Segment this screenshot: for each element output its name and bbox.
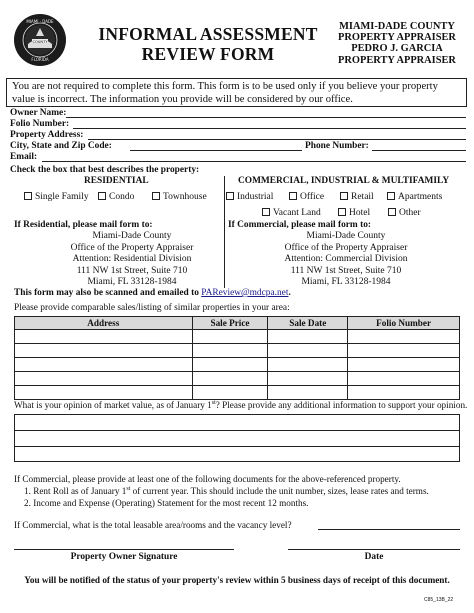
checkbox-industrial[interactable] [226, 192, 273, 202]
address-line: Miami-Dade County [92, 231, 172, 241]
comparables-prompt: Please provide comparable sales/listing of similar properties in your area: [14, 303, 290, 313]
opinion-box-line [15, 446, 459, 447]
commercial-docs-item1 [24, 486, 429, 496]
table-cell[interactable] [15, 344, 193, 358]
table-cell[interactable] [15, 358, 193, 372]
checkbox-single-family[interactable] [24, 192, 89, 202]
address-line: 111 NW 1st Street, Suite 710 [76, 265, 188, 276]
checkbox-box[interactable] [340, 192, 348, 200]
email-label: Email: [10, 152, 38, 162]
table-cell[interactable] [268, 344, 348, 358]
phone-number-field[interactable] [372, 150, 466, 151]
address-line: Office of the Property Appraiser [70, 242, 194, 253]
city-state-zip-label: City, State and Zip Code: [10, 141, 112, 151]
owner-name-field[interactable] [66, 117, 466, 118]
form-title-line1: INFORMAL ASSESSMENT [98, 24, 318, 44]
agency-line3: PEDRO J. GARCIA [351, 43, 443, 55]
address-line: Miami, FL 33128-1984 [301, 277, 391, 287]
city-state-zip-field[interactable] [130, 150, 302, 151]
table-cell[interactable] [192, 344, 268, 358]
table-cell[interactable] [15, 330, 193, 344]
leasable-area-label: If Commercial, what is the total leasable area/rooms and the vacancy level? [14, 520, 292, 530]
agency-line1: MIAMI-DADE COUNTY [339, 21, 455, 32]
table-cell[interactable] [268, 358, 348, 372]
checkbox-hotel[interactable] [338, 208, 370, 218]
address-line: Attention: Commercial Division [284, 254, 408, 264]
table-row [15, 358, 460, 372]
property-address-label: Property Address: [10, 130, 84, 140]
option-label: Single Family [35, 192, 89, 202]
option-label: Hotel [349, 208, 371, 218]
folio-number-label: Folio Number: [10, 119, 70, 129]
checkbox-townhouse[interactable] [152, 192, 207, 202]
checkbox-box[interactable] [387, 192, 395, 200]
checkbox-box[interactable] [152, 192, 160, 200]
table-cell[interactable] [192, 386, 268, 400]
checkbox-other[interactable] [388, 208, 421, 218]
option-label: Apartments [398, 192, 443, 202]
address-line: 111 NW 1st Street, Suite 710 [290, 265, 402, 276]
svg-text:MIAMI · DADE: MIAMI · DADE [26, 19, 54, 24]
review-email-link[interactable]: PAReview@mdcpa.net [201, 288, 289, 298]
form-title-line2: REVIEW FORM [141, 44, 275, 64]
table-cell[interactable] [192, 330, 268, 344]
checkbox-apartments[interactable] [387, 192, 442, 202]
table-cell[interactable] [15, 372, 193, 386]
opinion-text-before: What is your opinion of market value, as of January 1 [14, 400, 212, 411]
checkbox-vacant-land[interactable] [262, 208, 321, 218]
agency-line4: PROPERTY APPRAISER [338, 54, 456, 66]
notification-text: You will be notified of the status of your property's review within 5 business days of receipt of this document. [24, 575, 450, 585]
table-cell[interactable] [268, 330, 348, 344]
date-field[interactable] [288, 549, 460, 550]
email-note [14, 288, 291, 298]
address-line: Miami-Dade County [306, 231, 386, 241]
address-line: Attention: Residential Division [72, 254, 192, 264]
table-cell[interactable] [348, 330, 460, 344]
table-cell[interactable] [192, 358, 268, 372]
owner-signature-field[interactable] [14, 549, 234, 550]
folio-number-field[interactable] [73, 128, 466, 129]
commercial-heading: COMMERCIAL, INDUSTRIAL & MULTIFAMILY [238, 176, 450, 186]
table-cell[interactable] [348, 372, 460, 386]
option-label: Industrial [237, 192, 274, 202]
owner-name-label: Owner Name: [10, 108, 67, 118]
opinion-prompt [14, 400, 467, 410]
section-divider [224, 176, 225, 288]
residential-mail-address [42, 231, 222, 289]
item1-text-before: 1. Rent Roll as of January 1 [24, 486, 127, 497]
property-address-field[interactable] [88, 139, 466, 140]
email-field[interactable] [42, 161, 466, 162]
county-seal-logo [14, 14, 66, 66]
email-note-suffix: . [288, 288, 291, 298]
option-label: Other [399, 208, 421, 218]
address-line: Miami, FL 33128-1984 [87, 277, 177, 287]
commercial-docs-intro: If Commercial, please provide at least one of the following documents for the above-referenced property. [14, 474, 401, 484]
comparables-table [14, 316, 460, 400]
table-cell[interactable] [15, 386, 193, 400]
table-row [15, 344, 460, 358]
option-label: Townhouse [163, 192, 207, 202]
phone-number-label: Phone Number: [305, 141, 369, 151]
column-header-folio-number: Folio Number [348, 317, 460, 330]
address-line: Office of the Property Appraiser [284, 242, 408, 253]
checkbox-office[interactable] [289, 192, 324, 202]
checkbox-box[interactable] [98, 192, 106, 200]
checkbox-box[interactable] [24, 192, 32, 200]
option-label: Retail [351, 192, 374, 202]
opinion-box-line [15, 430, 459, 431]
form-code: C85_13B_22 [424, 597, 454, 603]
checkbox-box[interactable] [226, 192, 234, 200]
table-cell[interactable] [192, 372, 268, 386]
option-label: Office [300, 192, 325, 202]
form-title [90, 24, 326, 64]
table-cell[interactable] [348, 344, 460, 358]
notice-box: You are not required to complete this form. This form is to be used only if you believe your property value is incorrect. The information you provide will be considered by our office. [6, 78, 467, 107]
opinion-box[interactable] [14, 414, 460, 462]
option-label: Vacant Land [273, 208, 321, 218]
agency-line2: PROPERTY APPRAISER [338, 32, 456, 44]
table-cell[interactable] [348, 386, 460, 400]
commercial-docs-item2: 2. Income and Expense (Operating) Statement for the most recent 12 months. [24, 498, 309, 508]
date-label: Date [364, 552, 384, 562]
checkbox-retail[interactable] [340, 192, 374, 202]
checkbox-box[interactable] [388, 208, 396, 216]
table-row [15, 372, 460, 386]
item1-superscript: st [126, 486, 131, 492]
commercial-mail-address [256, 231, 436, 289]
checkbox-box[interactable] [262, 208, 270, 216]
option-label: Condo [109, 192, 135, 202]
residential-heading: RESIDENTIAL [84, 176, 149, 186]
column-header-sale-price: Sale Price [192, 317, 268, 330]
opinion-superscript: st [211, 400, 216, 406]
checkbox-box[interactable] [338, 208, 346, 216]
svg-text:FLORIDA: FLORIDA [31, 57, 49, 62]
leasable-area-field[interactable] [318, 529, 460, 530]
checkbox-condo[interactable] [98, 192, 134, 202]
svg-text:COUNTY: COUNTY [32, 40, 48, 44]
table-cell[interactable] [268, 372, 348, 386]
owner-signature-label: Property Owner Signature [70, 552, 178, 562]
residential-mail-heading: If Residential, please mail form to: [14, 220, 153, 230]
table-cell[interactable] [268, 386, 348, 400]
property-type-prompt: Check the box that best describes the property: [10, 165, 200, 175]
table-row [15, 330, 460, 344]
column-header-sale-date: Sale Date [268, 317, 348, 330]
commercial-mail-heading: If Commercial, please mail form to: [228, 220, 372, 230]
email-note-text: This form may also be scanned and emailed to [14, 288, 199, 298]
checkbox-box[interactable] [289, 192, 297, 200]
column-header-address: Address [15, 317, 193, 330]
opinion-text-after: ? Please provide any additional information to support your opinion. [215, 400, 468, 411]
table-row [15, 386, 460, 400]
item1-text-after: of current year. This should include the unit number, sizes, lease rates and terms. [130, 486, 429, 497]
table-cell[interactable] [348, 358, 460, 372]
agency-block [320, 21, 474, 66]
table-header-row [15, 317, 460, 330]
